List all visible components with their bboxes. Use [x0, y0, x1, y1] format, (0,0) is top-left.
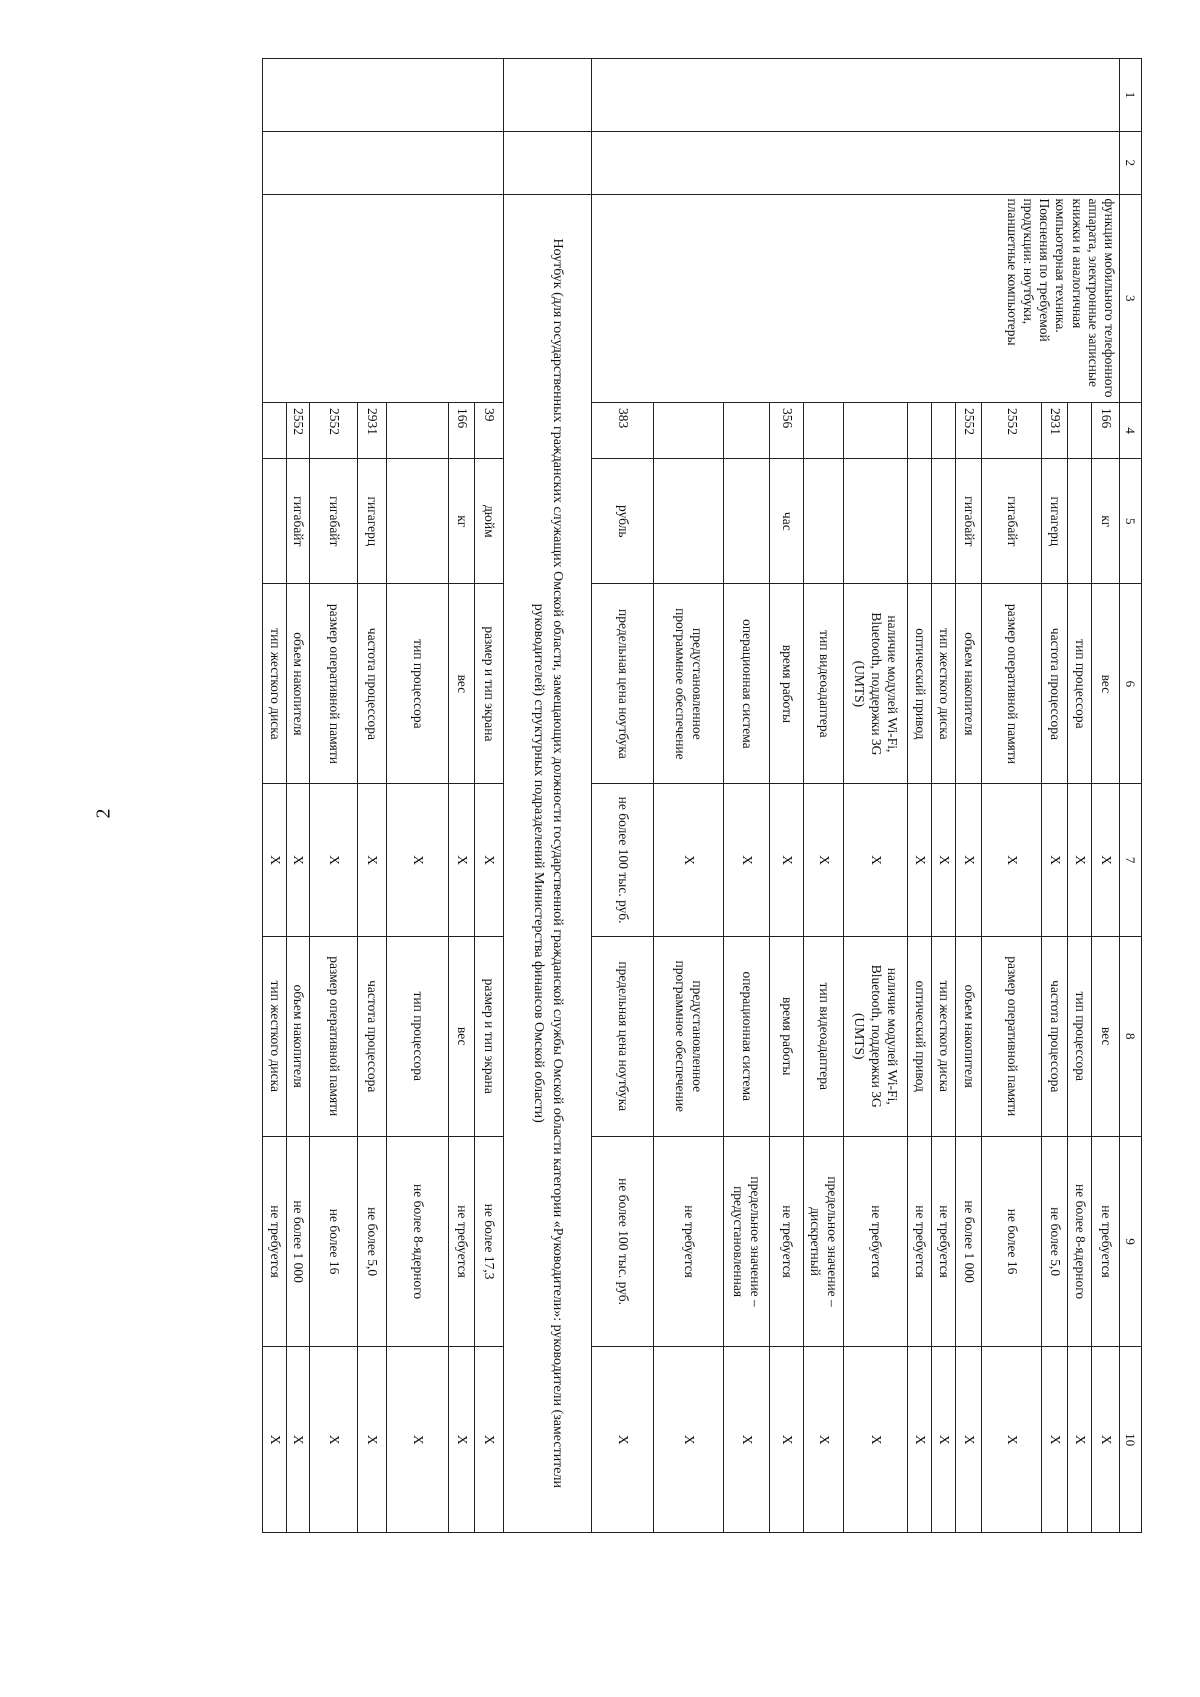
okei-code	[844, 402, 908, 458]
value-registry: Х	[449, 784, 475, 936]
column-number-4: 4	[1120, 402, 1142, 458]
characteristic-registry: размер оперативной памяти	[982, 584, 1042, 784]
value-approved: не более 8-ядерного	[1068, 1136, 1092, 1347]
characteristic-approved: размер оперативной памяти	[310, 936, 358, 1136]
unit-name	[932, 459, 956, 584]
unit-name	[263, 459, 287, 584]
value-registry: Х	[287, 784, 310, 936]
characteristic-approved: размер и тип экрана	[475, 936, 504, 1136]
value-approved: не требуется	[654, 1136, 724, 1347]
justification: Х	[982, 1347, 1042, 1533]
value-registry: Х	[358, 784, 387, 936]
characteristic-registry: тип процессора	[387, 584, 449, 784]
justification: Х	[387, 1347, 449, 1533]
okei-code: 383	[592, 402, 654, 458]
value-approved: не требуется	[449, 1136, 475, 1347]
value-registry: Х	[654, 784, 724, 936]
value-registry: Х	[804, 784, 844, 936]
unit-name: кг	[1092, 459, 1120, 584]
characteristic-registry: предельная цена ноутбука	[592, 584, 654, 784]
unit-name: час	[770, 459, 804, 584]
value-approved: не требуется	[770, 1136, 804, 1347]
characteristic-approved: тип жесткого диска	[263, 936, 287, 1136]
okei-code: 2552	[310, 402, 358, 458]
characteristic-registry: тип видеоадаптера	[804, 584, 844, 784]
characteristic-approved: тип процессора	[1068, 936, 1092, 1136]
characteristic-approved: частота процессора	[358, 936, 387, 1136]
justification: Х	[310, 1347, 358, 1533]
unit-name: гигабайт	[982, 459, 1042, 584]
characteristic-registry: операционная система	[724, 584, 770, 784]
value-approved: не более 8-ядерного	[387, 1136, 449, 1347]
characteristic-registry: частота процессора	[358, 584, 387, 784]
column-number-9: 9	[1120, 1136, 1142, 1347]
justification: Х	[804, 1347, 844, 1533]
value-registry: Х	[844, 784, 908, 936]
value-approved: не требуется	[844, 1136, 908, 1347]
col2-blank	[263, 131, 504, 194]
value-approved: не более 16	[310, 1136, 358, 1347]
unit-name: гигабайт	[310, 459, 358, 584]
col3-blank	[263, 194, 504, 402]
table-row	[475, 59, 504, 1533]
rotated-table-sheet	[117, 58, 1142, 1533]
value-registry: Х	[908, 784, 932, 936]
value-approved: не требуется	[263, 1136, 287, 1347]
value-registry: Х	[956, 784, 982, 936]
unit-name	[1068, 459, 1092, 584]
col2-blank	[592, 131, 1120, 194]
value-approved: не более 100 тыс. руб.	[592, 1136, 654, 1347]
characteristic-approved: операционная система	[724, 936, 770, 1136]
characteristic-registry: объем накопителя	[956, 584, 982, 784]
column-number-8: 8	[1120, 936, 1142, 1136]
characteristic-registry: размер и тип экрана	[475, 584, 504, 784]
column-number-3: 3	[1120, 194, 1142, 402]
category-description: функции мобильного телефонного аппарата, электронные записные книжки и аналогичная компьютерная техника. Пояснения по требуемой продукции: ноутбуки, планшетные компьютеры	[592, 194, 1120, 402]
justification: Х	[654, 1347, 724, 1533]
value-registry: не более 100 тыс. руб.	[592, 784, 654, 936]
characteristic-registry: вес	[449, 584, 475, 784]
characteristic-registry: размер оперативной памяти	[310, 584, 358, 784]
col1-blank	[592, 59, 1120, 132]
characteristic-registry: тип процессора	[1068, 584, 1092, 784]
justification: Х	[1068, 1347, 1092, 1533]
section-title: Ноутбук (для государственных гражданских служащих Омской области, замещающих должности государственной гражданской службы Омской области категории «Руководители»: руководители (заместители руководителей) структурных подразделений Министерства финансов Омской области)	[504, 194, 592, 1533]
unit-name: кг	[449, 459, 475, 584]
justification: Х	[844, 1347, 908, 1533]
okei-code	[1068, 402, 1092, 458]
justification: Х	[932, 1347, 956, 1533]
characteristic-approved: предустановленное программное обеспечение	[654, 936, 724, 1136]
okei-code: 166	[1092, 402, 1120, 458]
characteristic-approved: частота процессора	[1042, 936, 1068, 1136]
col1-blank	[504, 59, 592, 132]
value-registry: Х	[387, 784, 449, 936]
characteristic-approved: размер оперативной памяти	[982, 936, 1042, 1136]
characteristic-registry: тип жесткого диска	[263, 584, 287, 784]
value-approved: не более 5,0	[358, 1136, 387, 1347]
page-number: 2	[92, 808, 115, 819]
value-approved: не требуется	[908, 1136, 932, 1347]
okei-code: 166	[449, 402, 475, 458]
value-approved: не более 1 000	[956, 1136, 982, 1347]
okei-code	[932, 402, 956, 458]
unit-name: гигабайт	[287, 459, 310, 584]
characteristic-approved: тип процессора	[387, 936, 449, 1136]
characteristic-approved: время работы	[770, 936, 804, 1136]
characteristic-approved: объем накопителя	[956, 936, 982, 1136]
justification: Х	[263, 1347, 287, 1533]
unit-name: рубль	[592, 459, 654, 584]
okei-code: 2552	[982, 402, 1042, 458]
characteristic-registry: предустановленное программное обеспечение	[654, 584, 724, 784]
characteristic-approved: тип жесткого диска	[932, 936, 956, 1136]
justification: Х	[449, 1347, 475, 1533]
unit-name	[804, 459, 844, 584]
value-approved: предельное значение – предустановленная	[724, 1136, 770, 1347]
value-approved: не требуется	[932, 1136, 956, 1347]
unit-name	[387, 459, 449, 584]
header-row	[1120, 59, 1142, 1533]
characteristic-approved: предельная цена ноутбука	[592, 936, 654, 1136]
column-number-6: 6	[1120, 584, 1142, 784]
value-approved: не требуется	[1092, 1136, 1120, 1347]
unit-name: гигагерц	[358, 459, 387, 584]
value-approved: не более 5,0	[1042, 1136, 1068, 1347]
unit-name	[908, 459, 932, 584]
section-row	[504, 59, 592, 1533]
justification: Х	[908, 1347, 932, 1533]
characteristic-approved: объем накопителя	[287, 936, 310, 1136]
column-number-10: 10	[1120, 1347, 1142, 1533]
okei-code: 2552	[287, 402, 310, 458]
justification: Х	[287, 1347, 310, 1533]
unit-name: гигабайт	[956, 459, 982, 584]
characteristic-registry: время работы	[770, 584, 804, 784]
value-approved: не более 17,3	[475, 1136, 504, 1347]
okei-code	[263, 402, 287, 458]
characteristic-approved: тип видеоадаптера	[804, 936, 844, 1136]
unit-name: гигагерц	[1042, 459, 1068, 584]
characteristic-approved: оптический привод	[908, 936, 932, 1136]
characteristic-approved: вес	[449, 936, 475, 1136]
value-registry: Х	[724, 784, 770, 936]
value-approved: не более 1 000	[287, 1136, 310, 1347]
column-number-2: 2	[1120, 131, 1142, 194]
okei-code	[804, 402, 844, 458]
justification: Х	[475, 1347, 504, 1533]
justification: Х	[956, 1347, 982, 1533]
value-registry: Х	[475, 784, 504, 936]
table-row	[1092, 59, 1120, 1533]
okei-code: 2931	[1042, 402, 1068, 458]
characteristic-approved: вес	[1092, 936, 1120, 1136]
column-number-5: 5	[1120, 459, 1142, 584]
value-registry: Х	[263, 784, 287, 936]
col2-blank	[504, 131, 592, 194]
value-approved: предельное значение – дискретный	[804, 1136, 844, 1347]
okei-code	[387, 402, 449, 458]
okei-code: 2552	[956, 402, 982, 458]
value-registry: Х	[932, 784, 956, 936]
characteristic-registry: вес	[1092, 584, 1120, 784]
value-registry: Х	[1092, 784, 1120, 936]
column-number-1: 1	[1120, 59, 1142, 132]
value-registry: Х	[310, 784, 358, 936]
value-registry: Х	[770, 784, 804, 936]
column-number-7: 7	[1120, 784, 1142, 936]
value-registry: Х	[982, 784, 1042, 936]
okei-code: 39	[475, 402, 504, 458]
characteristic-registry: тип жесткого диска	[932, 584, 956, 784]
characteristic-registry: оптический привод	[908, 584, 932, 784]
requirements-table	[262, 58, 1142, 1533]
col1-blank	[263, 59, 504, 132]
unit-name	[654, 459, 724, 584]
characteristic-registry: объем накопителя	[287, 584, 310, 784]
characteristic-registry: наличие модулей Wi-Fi, Bluetooth, поддержки 3G (UMTS)	[844, 584, 908, 784]
unit-name	[844, 459, 908, 584]
justification: Х	[770, 1347, 804, 1533]
justification: Х	[1092, 1347, 1120, 1533]
justification: Х	[358, 1347, 387, 1533]
okei-code	[724, 402, 770, 458]
justification: Х	[724, 1347, 770, 1533]
value-registry: Х	[1068, 784, 1092, 936]
okei-code	[908, 402, 932, 458]
justification: Х	[592, 1347, 654, 1533]
value-registry: Х	[1042, 784, 1068, 936]
unit-name	[724, 459, 770, 584]
okei-code: 2931	[358, 402, 387, 458]
characteristic-registry: частота процессора	[1042, 584, 1068, 784]
okei-code: 356	[770, 402, 804, 458]
characteristic-approved: наличие модулей Wi-Fi, Bluetooth, поддержки 3G (UMTS)	[844, 936, 908, 1136]
value-approved: не более 16	[982, 1136, 1042, 1347]
unit-name: дюйм	[475, 459, 504, 584]
okei-code	[654, 402, 724, 458]
justification: Х	[1042, 1347, 1068, 1533]
